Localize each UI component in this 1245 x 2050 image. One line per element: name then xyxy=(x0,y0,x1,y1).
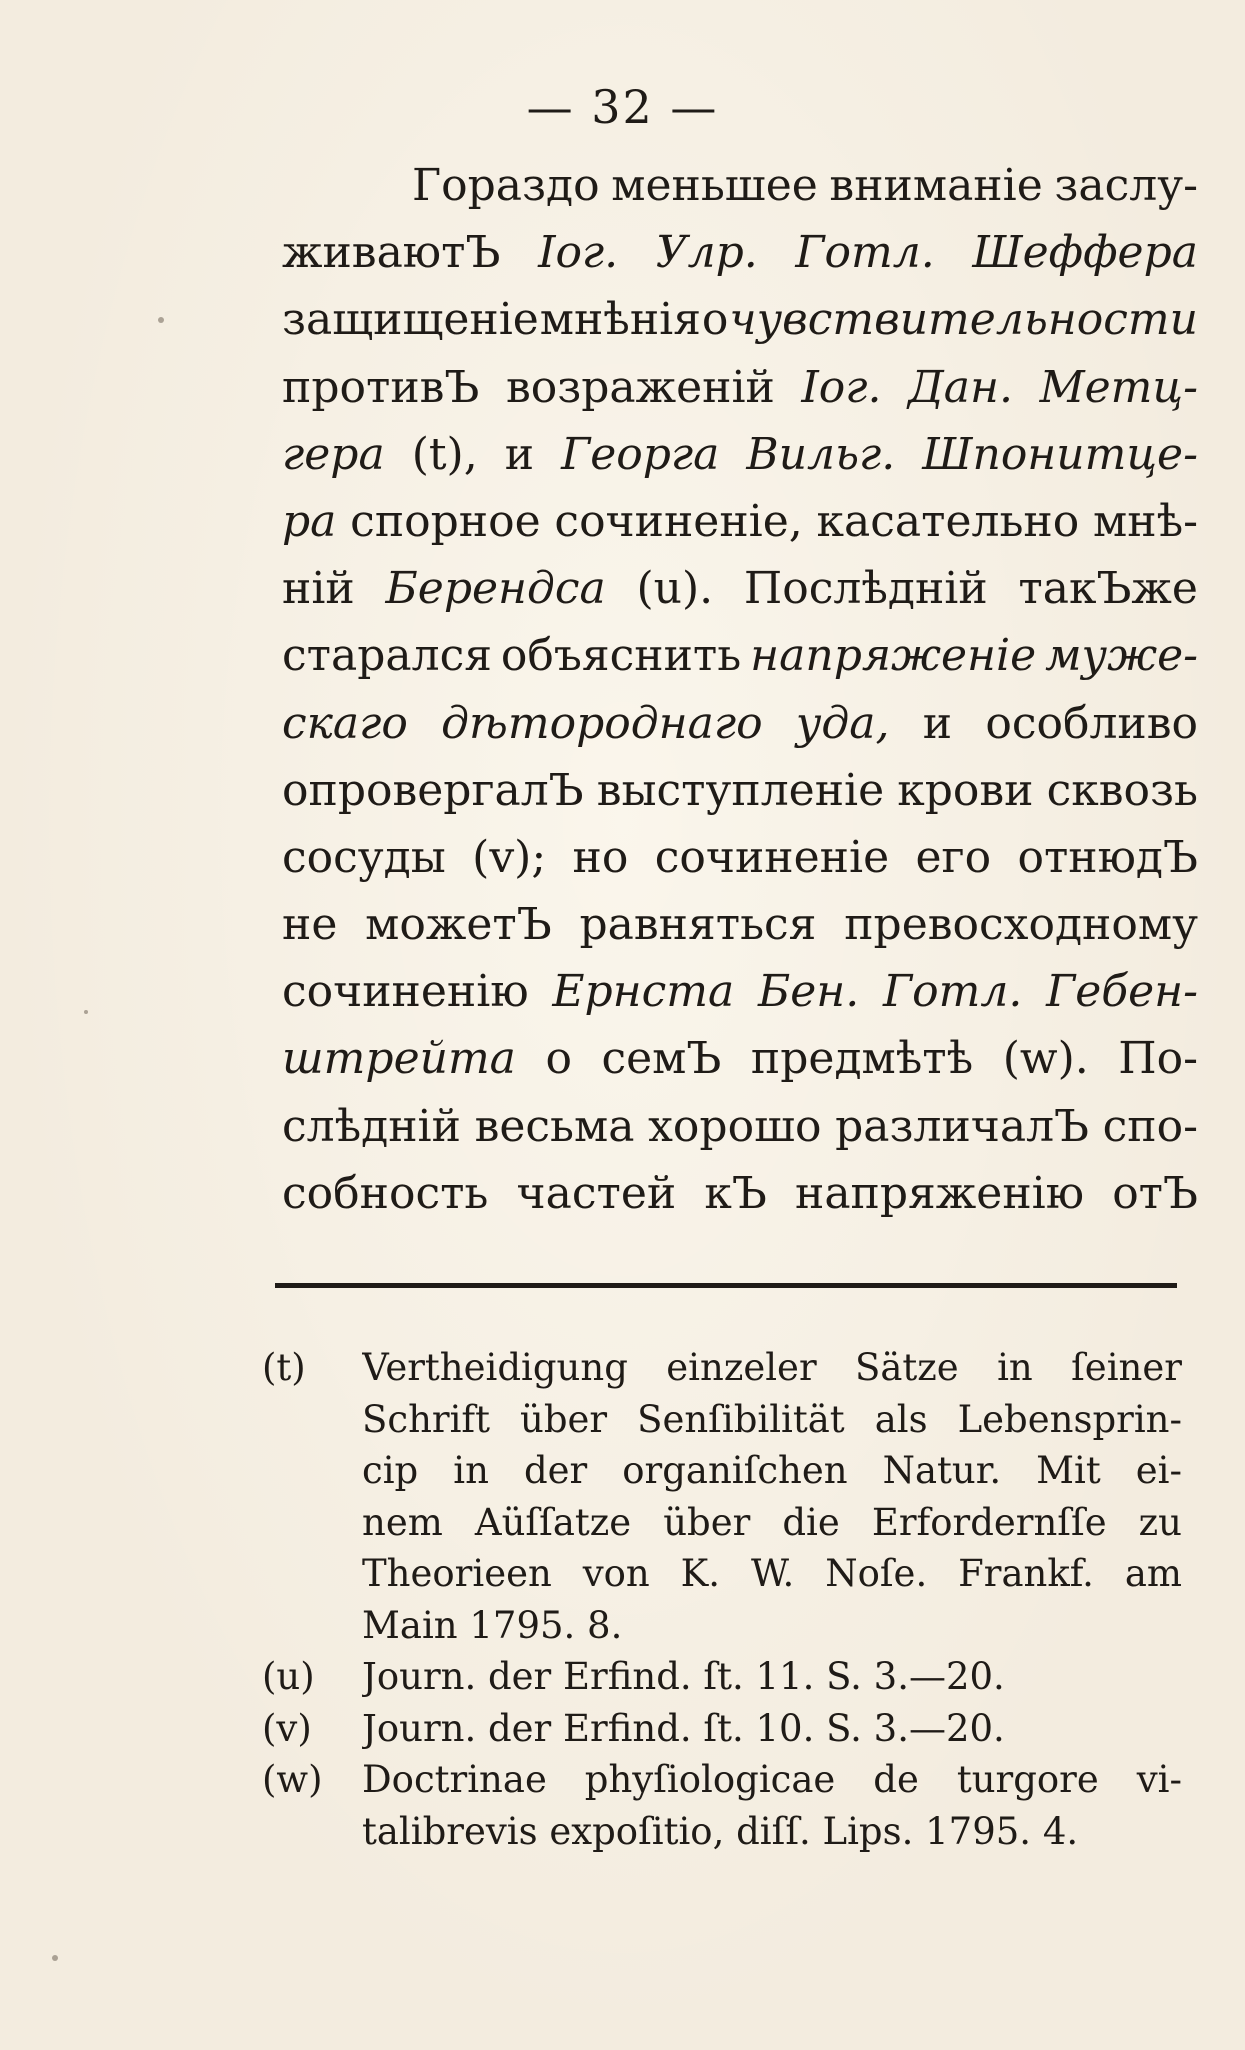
text-word: касательно xyxy=(816,495,1080,547)
footnote-word: de xyxy=(873,1758,919,1801)
footnote-body xyxy=(362,1342,1182,1651)
text-line xyxy=(282,488,1198,555)
footnote-word: phyſiologicae xyxy=(584,1758,836,1801)
footnote-word: Theorieen xyxy=(362,1552,552,1595)
text-word: Шпонитце- xyxy=(922,428,1198,480)
text-word: его xyxy=(915,831,992,883)
footnote-body xyxy=(362,1754,1182,1857)
footnote-mark: (v) xyxy=(262,1706,312,1750)
footnote-line xyxy=(362,1548,1182,1600)
text-word: семЪ xyxy=(601,1033,722,1085)
text-word: старался xyxy=(282,630,492,682)
text-word: собность xyxy=(282,1167,489,1219)
footnote-word: die xyxy=(782,1500,840,1544)
footnote-word: über xyxy=(519,1397,608,1441)
footnote xyxy=(262,1342,1182,1651)
footnote-word: cip xyxy=(362,1449,419,1492)
text-word: (w). xyxy=(1002,1033,1089,1085)
text-word: сочиненіе, xyxy=(554,495,803,547)
text-word: равняться xyxy=(579,899,817,951)
footnote-separator-rule xyxy=(275,1283,1177,1288)
text-word: различалЪ xyxy=(835,1100,1090,1152)
text-word: крови xyxy=(897,764,1034,816)
text-word: защищеніе xyxy=(282,294,539,346)
text-word: меньшее xyxy=(611,160,818,211)
text-line xyxy=(282,757,1198,824)
text-word: скаго xyxy=(282,697,408,749)
footnote-line xyxy=(362,1342,1182,1394)
text-word: дѣтороднаго xyxy=(441,697,763,749)
text-word: Послѣдній xyxy=(743,563,988,615)
footnote-word: Mit xyxy=(1036,1449,1101,1492)
text-word: слѣдній xyxy=(282,1100,461,1152)
text-word: сосуды xyxy=(282,831,446,883)
text-word: отнюдЪ xyxy=(1017,831,1198,883)
text-word: сочиненію xyxy=(282,966,529,1018)
text-line xyxy=(282,1093,1198,1160)
text-word: спорное xyxy=(350,495,541,547)
footnote-word: Schrift xyxy=(362,1397,490,1441)
text-word: предмѣтѣ xyxy=(750,1033,974,1085)
footnote-line xyxy=(362,1497,1182,1549)
text-word: уда, xyxy=(795,697,890,749)
text-word: (t), xyxy=(411,428,478,480)
text-word: Гебен- xyxy=(1046,966,1198,1018)
paper-speck xyxy=(84,1010,88,1014)
text-line xyxy=(282,555,1198,622)
text-word: Іог. xyxy=(538,227,619,279)
footnote-body xyxy=(362,1703,1182,1755)
footnote-line xyxy=(362,1445,1182,1497)
text-line xyxy=(282,421,1198,488)
text-word: Метц- xyxy=(1039,361,1198,413)
footnotes-block xyxy=(262,1342,1182,1857)
footnote-word: Aüſſatze xyxy=(474,1500,632,1544)
footnote-word: Sätze xyxy=(855,1346,959,1389)
text-word: отЪ xyxy=(1112,1167,1198,1219)
footnote-word: Frankf. xyxy=(958,1552,1094,1595)
footnote-mark: (w) xyxy=(262,1758,323,1801)
text-word: Берендса xyxy=(385,563,606,615)
footnote-word: Natur. xyxy=(882,1449,1002,1492)
footnote-line xyxy=(362,1754,1182,1806)
text-word: можетЪ xyxy=(365,899,552,951)
text-word: частей xyxy=(516,1167,677,1219)
text-word: опровергалЪ xyxy=(282,764,584,816)
text-word: (u). xyxy=(636,563,714,615)
footnote-word: nem xyxy=(362,1500,443,1544)
text-word: Шеффера xyxy=(972,227,1198,279)
footnote xyxy=(262,1651,1182,1703)
text-line xyxy=(282,690,1198,757)
paper-speck xyxy=(158,317,164,323)
footnote-word: Lebensprin- xyxy=(957,1397,1182,1441)
text-word: не xyxy=(282,899,338,951)
text-word: напряженію xyxy=(795,1167,1085,1219)
text-word: Готл. xyxy=(795,227,935,279)
footnote-word: turgore xyxy=(956,1758,1099,1801)
footnote-word: vi- xyxy=(1136,1758,1182,1801)
footnote-word: Erfordernſſe xyxy=(871,1500,1107,1544)
text-word: Улр. xyxy=(655,227,758,279)
text-word: весьма xyxy=(474,1100,635,1152)
footnote-word: als xyxy=(874,1397,928,1441)
text-word: Георга xyxy=(561,428,720,480)
footnote-word: K. xyxy=(680,1552,721,1595)
paper-speck xyxy=(52,1955,58,1961)
footnote-body xyxy=(362,1651,1182,1703)
text-line xyxy=(282,824,1198,891)
footnote-line xyxy=(362,1394,1182,1446)
footnote-word: der xyxy=(523,1449,588,1492)
text-word: Дан. xyxy=(908,361,1014,413)
page-number: — 32 — xyxy=(526,80,719,134)
text-word: Іог. xyxy=(801,361,882,413)
text-word: выступленіе xyxy=(596,764,885,816)
text-word: и xyxy=(504,428,535,480)
text-word: Ернста xyxy=(552,966,735,1018)
text-word: хорошо xyxy=(648,1100,822,1152)
footnote-word: organiſchen xyxy=(622,1449,848,1492)
text-word: напряженіе xyxy=(750,630,1037,682)
footnote xyxy=(262,1754,1182,1857)
text-word: противЪ xyxy=(282,361,480,413)
text-word: чувствительности xyxy=(729,294,1198,346)
footnote-word: W. xyxy=(750,1552,795,1595)
text-word: Готл. xyxy=(883,966,1023,1018)
text-word: заслу- xyxy=(1054,160,1198,211)
text-word: муже- xyxy=(1045,630,1198,682)
text-line xyxy=(282,152,1198,219)
footnote-word: Senſibilität xyxy=(637,1397,845,1441)
text-line xyxy=(282,219,1198,286)
text-word: сочиненіе xyxy=(654,831,890,883)
text-word: мнѣ- xyxy=(1093,495,1198,547)
footnote-line: talibrevis expoſitio, diſſ. Lips. 1795. 4. xyxy=(362,1809,1079,1853)
text-word: гера xyxy=(282,428,385,480)
text-word: кЪ xyxy=(704,1167,767,1219)
footnote-word: über xyxy=(663,1500,751,1544)
footnote-word: zu xyxy=(1138,1500,1182,1544)
footnote-word: in xyxy=(453,1449,489,1492)
text-word: о xyxy=(545,1033,572,1085)
text-word: вниманіе xyxy=(829,160,1043,211)
text-word: Вильг. xyxy=(746,428,896,480)
text-word: Гораздо xyxy=(412,160,600,211)
text-word: ній xyxy=(282,563,355,615)
text-word: (v); xyxy=(472,831,547,883)
text-word: превосходному xyxy=(844,899,1198,951)
footnote-word: Noſe. xyxy=(825,1552,928,1595)
text-word: возраженій xyxy=(505,361,775,413)
text-line xyxy=(282,286,1198,353)
text-word: но xyxy=(572,831,629,883)
text-word: сквозь xyxy=(1046,764,1198,816)
text-word: объяснить xyxy=(500,630,742,682)
text-line xyxy=(282,958,1198,1025)
text-line xyxy=(282,1160,1198,1227)
footnote-word: von xyxy=(582,1552,650,1595)
footnote-word: in xyxy=(997,1346,1033,1389)
text-word: такЪже xyxy=(1018,563,1198,615)
text-word: и xyxy=(922,697,953,749)
footnote-word: Doctrinae xyxy=(362,1758,547,1801)
text-line xyxy=(282,891,1198,958)
footnote-word: ei- xyxy=(1135,1449,1182,1492)
text-word: штрейта xyxy=(282,1033,516,1085)
footnote-word: einzeler xyxy=(666,1346,817,1389)
footnote xyxy=(262,1703,1182,1755)
text-line xyxy=(282,1025,1198,1092)
footnote-word: am xyxy=(1124,1552,1182,1595)
text-word: По- xyxy=(1118,1033,1198,1085)
footnote-word: Vertheidigung xyxy=(362,1346,628,1389)
text-word: ра xyxy=(282,495,337,547)
footnote-mark: (t) xyxy=(262,1346,306,1389)
footnote-mark: (u) xyxy=(262,1655,315,1698)
text-word: мнѣнія xyxy=(539,294,701,346)
text-word: особливо xyxy=(985,697,1198,749)
main-text-block xyxy=(282,152,1198,1227)
text-word: спо- xyxy=(1102,1100,1198,1152)
text-word: живаютЪ xyxy=(282,227,501,279)
text-word: Бен. xyxy=(757,966,860,1018)
text-line xyxy=(282,354,1198,421)
text-line xyxy=(282,622,1198,689)
footnote-line: Journ. der Erfind. ſt. 11. S. 3.—20. xyxy=(362,1655,1005,1698)
text-word: о xyxy=(701,294,729,346)
footnote-line: Main 1795. 8. xyxy=(362,1603,623,1647)
footnote-line: Journ. der Erfind. ſt. 10. S. 3.—20. xyxy=(362,1706,1005,1750)
footnote-word: ſeiner xyxy=(1071,1346,1182,1389)
